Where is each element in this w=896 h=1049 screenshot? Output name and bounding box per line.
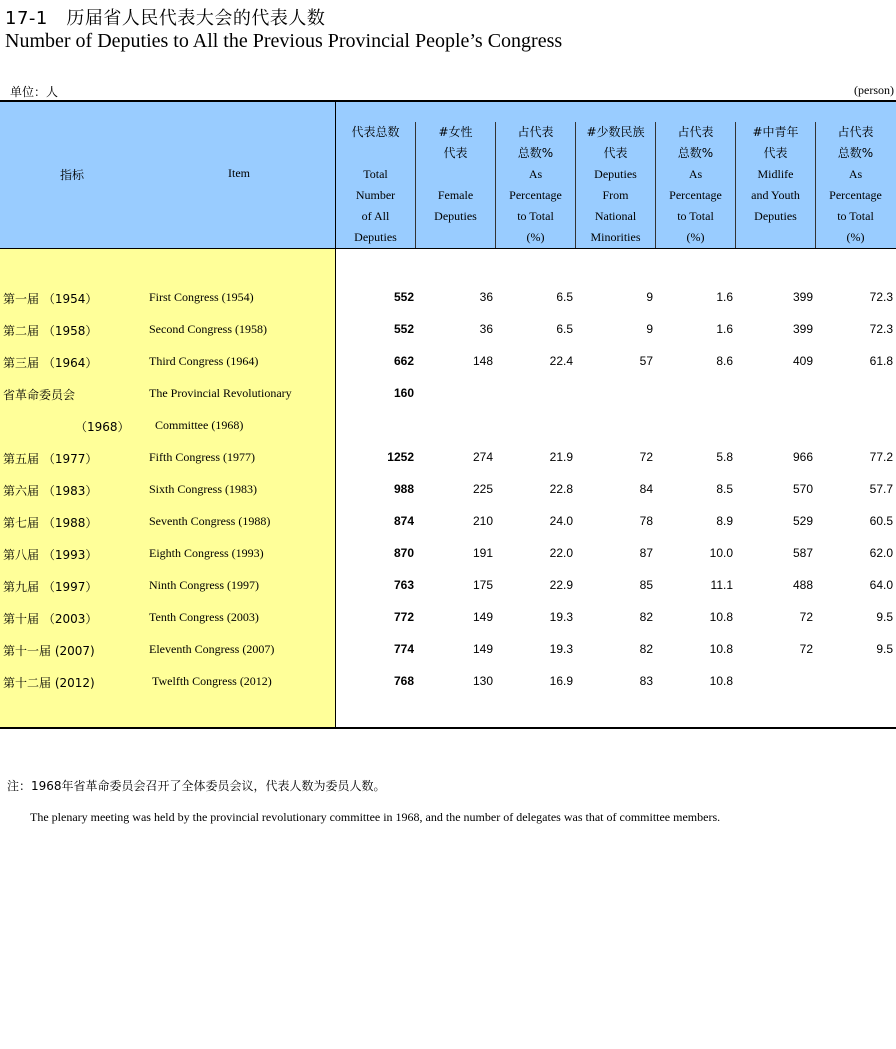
cell-total: 870 xyxy=(393,546,414,560)
row-label-en: Eighth Congress (1993) xyxy=(149,546,264,560)
row-label-en: Ninth Congress (1997) xyxy=(149,578,259,592)
cell-value: 82 xyxy=(639,610,653,624)
header-col-minority xyxy=(576,122,655,248)
cell-value: 274 xyxy=(472,450,493,464)
header-col-total-en: Number xyxy=(355,188,396,202)
table-top-rule xyxy=(0,100,896,102)
cell-value: 62.0 xyxy=(869,546,893,560)
cell-value: 57.7 xyxy=(869,482,893,496)
header-col-minority-pct-en: As xyxy=(688,167,703,181)
header-col-female-pct-cn: 占代表 总数% xyxy=(517,125,554,160)
cell-value: 22.9 xyxy=(549,578,573,592)
cell-value: 399 xyxy=(792,322,813,336)
cell-total: 772 xyxy=(393,610,414,624)
cell-value: 149 xyxy=(472,642,493,656)
row-label-en: The Provincial Revolutionary xyxy=(149,386,292,400)
cell-value: 148 xyxy=(472,354,493,368)
header-col-youth-pct-en: (%) xyxy=(846,230,865,244)
header-col-youth-en: Midlife xyxy=(757,167,794,181)
row-label-cn: 第八届 （1993） xyxy=(3,548,98,562)
table-row xyxy=(0,482,896,502)
header-indicator-cn: 指标 xyxy=(60,168,85,182)
cell-value: 21.9 xyxy=(549,450,573,464)
cell-value: 9.5 xyxy=(876,642,893,656)
header-col-minority-pct-en: to Total xyxy=(677,209,714,223)
header-col-female-pct-en: to Total xyxy=(517,209,554,223)
cell-value: 8.5 xyxy=(716,482,733,496)
header-col-female xyxy=(416,122,495,248)
cell-value: 19.3 xyxy=(549,642,573,656)
cell-value: 78 xyxy=(639,514,653,528)
cell-value: 85 xyxy=(639,578,653,592)
header-col-youth-pct xyxy=(816,122,895,248)
header-col-minority-en: From xyxy=(602,188,629,202)
cell-value: 175 xyxy=(472,578,493,592)
table-row xyxy=(0,546,896,566)
row-label-cn: 第十一届 (2007) xyxy=(3,644,95,658)
row-label-en: Tenth Congress (2003) xyxy=(149,610,259,624)
cell-total: 768 xyxy=(393,674,414,688)
cell-value: 225 xyxy=(472,482,493,496)
cell-total: 1252 xyxy=(387,450,414,464)
row-label-en: Second Congress (1958) xyxy=(149,322,267,336)
table-row xyxy=(0,386,896,406)
cell-value: 6.5 xyxy=(556,322,573,336)
table-header-rule xyxy=(0,248,896,249)
cell-value: 191 xyxy=(472,546,493,560)
cell-value: 22.8 xyxy=(549,482,573,496)
row-label-cn: 第二届 （1958） xyxy=(3,324,98,338)
header-col-youth-cn: #中青年 代表 xyxy=(752,125,799,160)
cell-value: 36 xyxy=(479,322,493,336)
cell-value: 570 xyxy=(792,482,813,496)
page-title-en: Number of Deputies to All the Previous Provincial People’s Congress xyxy=(5,30,563,52)
cell-value: 19.3 xyxy=(549,610,573,624)
header-col-minority-en: National xyxy=(594,209,637,223)
table-row xyxy=(0,514,896,534)
row-label-cn: 第六届 （1983） xyxy=(3,484,98,498)
header-col-total-cn: 代表总数 xyxy=(351,125,400,139)
cell-value: 529 xyxy=(792,514,813,528)
table-row xyxy=(0,418,896,438)
row-label-cn: 省革命委员会 xyxy=(3,388,76,402)
row-label-en: Committee (1968) xyxy=(155,418,244,432)
cell-value: 1.6 xyxy=(716,322,733,336)
header-col-minority-en: Minorities xyxy=(590,230,641,244)
cell-value: 8.9 xyxy=(716,514,733,528)
table-row xyxy=(0,354,896,374)
cell-total: 874 xyxy=(393,514,414,528)
table-row xyxy=(0,450,896,470)
cell-value: 9.5 xyxy=(876,610,893,624)
cell-value: 8.6 xyxy=(716,354,733,368)
cell-total: 763 xyxy=(393,578,414,592)
cell-value: 72 xyxy=(639,450,653,464)
cell-total: 552 xyxy=(393,322,414,336)
footnote-en: The plenary meeting was held by the provincial revolutionary committee in 1968, and the number of delegates was that of committee members. xyxy=(30,810,721,824)
header-col-minority-pct-cn: 占代表 总数% xyxy=(677,125,714,160)
cell-value: 149 xyxy=(472,610,493,624)
cell-total: 662 xyxy=(393,354,414,368)
row-label-en: Third Congress (1964) xyxy=(149,354,259,368)
row-label-en: Eleventh Congress (2007) xyxy=(149,642,275,656)
cell-value: 57 xyxy=(639,354,653,368)
footnote-cn: 注：1968年省革命委员会召开了全体委员会议，代表人数为委员人数。 xyxy=(7,779,386,793)
cell-value: 22.4 xyxy=(549,354,573,368)
table-row xyxy=(0,642,896,662)
header-col-minority-cn: #少数民族 代表 xyxy=(586,125,645,160)
row-label-en: Fifth Congress (1977) xyxy=(149,450,255,464)
header-col-youth-pct-en: As xyxy=(848,167,863,181)
row-label-cn: 第五届 （1977） xyxy=(3,452,98,466)
cell-value: 5.8 xyxy=(716,450,733,464)
row-label-cn: （1968） xyxy=(75,420,130,434)
header-col-total xyxy=(336,122,415,248)
cell-value: 10.8 xyxy=(709,610,733,624)
cell-value: 77.2 xyxy=(869,450,893,464)
table-row xyxy=(0,610,896,630)
header-col-youth-pct-en: Percentage xyxy=(829,188,882,202)
cell-value: 84 xyxy=(639,482,653,496)
table-row xyxy=(0,674,896,694)
row-label-en: First Congress (1954) xyxy=(149,290,254,304)
cell-value: 64.0 xyxy=(869,578,893,592)
cell-value: 24.0 xyxy=(549,514,573,528)
cell-value: 61.8 xyxy=(869,354,893,368)
row-label-cn: 第一届 （1954） xyxy=(3,292,98,306)
cell-value: 10.8 xyxy=(709,674,733,688)
row-label-cn: 第三届 （1964） xyxy=(3,356,98,370)
cell-value: 6.5 xyxy=(556,290,573,304)
cell-value: 9 xyxy=(646,290,653,304)
header-col-youth-pct-en: to Total xyxy=(837,209,874,223)
header-col-female-en: Female xyxy=(437,188,474,202)
header-col-minority-pct-en: Percentage xyxy=(669,188,722,202)
header-col-female-pct-en: (%) xyxy=(526,230,545,244)
row-label-en: Sixth Congress (1983) xyxy=(149,482,257,496)
page-title-cn: 17-1 历届省人民代表大会的代表人数 xyxy=(5,8,326,29)
header-col-female-en: Deputies xyxy=(434,209,477,223)
cell-value: 210 xyxy=(472,514,493,528)
table-row xyxy=(0,322,896,342)
header-col-female-cn: #女性 代表 xyxy=(438,125,473,160)
header-col-female-pct-en: As xyxy=(528,167,543,181)
cell-value: 83 xyxy=(639,674,653,688)
row-label-cn: 第七届 （1988） xyxy=(3,516,98,530)
cell-value: 399 xyxy=(792,290,813,304)
cell-value: 409 xyxy=(792,354,813,368)
row-label-en: Seventh Congress (1988) xyxy=(149,514,271,528)
cell-value: 966 xyxy=(792,450,813,464)
row-label-en: Twelfth Congress (2012) xyxy=(152,674,272,688)
row-label-cn: 第九届 （1997） xyxy=(3,580,98,594)
cell-value: 72.3 xyxy=(869,322,893,336)
cell-value: 72 xyxy=(799,642,813,656)
table-row xyxy=(0,290,896,310)
cell-value: 72 xyxy=(799,610,813,624)
header-col-youth-en: Deputies xyxy=(754,209,797,223)
table-bottom-rule xyxy=(0,727,896,729)
cell-value: 72.3 xyxy=(869,290,893,304)
header-col-female-pct-en: Percentage xyxy=(509,188,562,202)
cell-value: 488 xyxy=(792,578,813,592)
header-col-total-en: Total xyxy=(363,167,388,181)
cell-total: 160 xyxy=(393,386,414,400)
unit-label-en: (person) xyxy=(854,83,894,97)
unit-label-cn: 单位：人 xyxy=(10,85,59,99)
row-label-cn: 第十届 （2003） xyxy=(3,612,98,626)
cell-value: 36 xyxy=(479,290,493,304)
cell-value: 87 xyxy=(639,546,653,560)
table-row xyxy=(0,578,896,598)
cell-value: 10.8 xyxy=(709,642,733,656)
header-col-minority-pct-en: (%) xyxy=(686,230,705,244)
cell-value: 1.6 xyxy=(716,290,733,304)
header-col-minority-en: Deputies xyxy=(594,167,637,181)
header-col-youth xyxy=(736,122,815,248)
cell-value: 9 xyxy=(646,322,653,336)
cell-value: 60.5 xyxy=(869,514,893,528)
cell-total: 774 xyxy=(393,642,414,656)
cell-value: 587 xyxy=(792,546,813,560)
cell-value: 10.0 xyxy=(709,546,733,560)
header-col-total-en: of All xyxy=(361,209,390,223)
header-col-female-pct xyxy=(496,122,575,248)
header-col-minority-pct xyxy=(656,122,735,248)
cell-value: 22.0 xyxy=(549,546,573,560)
header-col-total-en: Deputies xyxy=(354,230,397,244)
cell-value: 16.9 xyxy=(549,674,573,688)
header-item-en: Item xyxy=(228,166,250,180)
header-col-youth-pct-cn: 占代表 总数% xyxy=(837,125,874,160)
row-label-cn: 第十二届 (2012) xyxy=(3,676,95,690)
header-col-youth-en: and Youth xyxy=(751,188,800,202)
cell-total: 988 xyxy=(393,482,414,496)
cell-value: 11.1 xyxy=(710,578,733,592)
cell-value: 82 xyxy=(639,642,653,656)
cell-total: 552 xyxy=(393,290,414,304)
cell-value: 130 xyxy=(472,674,493,688)
